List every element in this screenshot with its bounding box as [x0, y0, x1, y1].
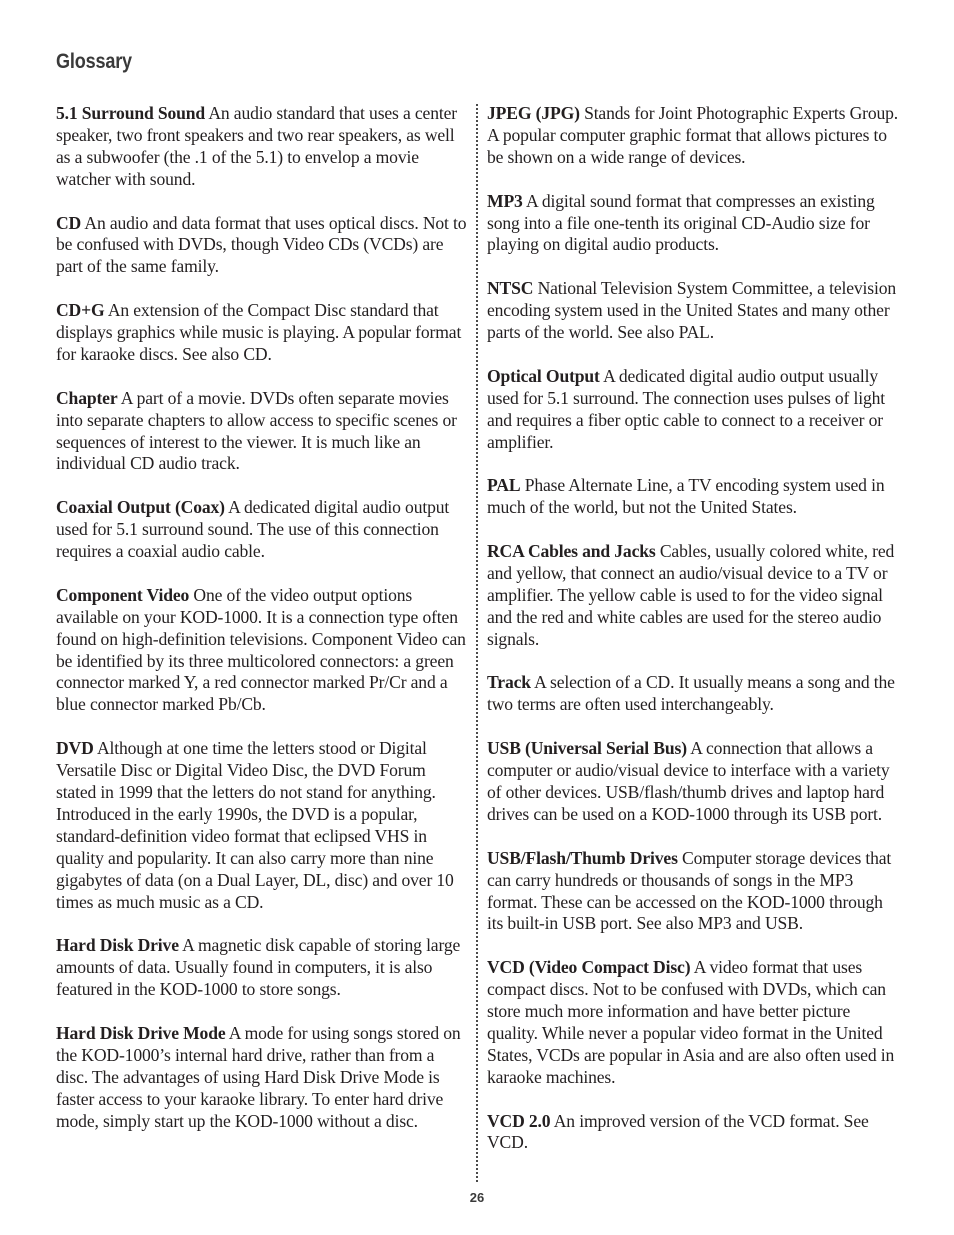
glossary-entry	[487, 541, 901, 651]
glossary-definition: Although at one time the letters stood or Digital Versatile Disc or Digital Video Disc, the DVD Forum stated in 1999 that the letters do not stand for anything. Introduced in the early 1990s, the DVD is a popular, standard-definition video format that eclipsed VHS in quality and popularity. It can also carry more than nine gigabytes of data (on a Dual Layer, DL, disc) and over 10 times as much music as a CD.	[56, 738, 454, 912]
glossary-term: MP3	[487, 190, 523, 211]
glossary-entry	[56, 1023, 468, 1133]
glossary-term: Component Video	[56, 584, 190, 605]
glossary-entry	[487, 475, 901, 519]
glossary-entry	[56, 935, 468, 1001]
glossary-definition: Phase Alternate Line, a TV encoding system used in much of the world, but not the United States.	[487, 475, 885, 518]
glossary-definition: A video format that uses compact discs. Not to be confused with DVDs, which can store much more information and have better picture quality. While never a popular video format in the United States, VCDs are popular in Asia and are also often used in karaoke machines.	[487, 957, 895, 1087]
glossary-term: Track	[487, 672, 531, 693]
glossary-definition: A digital sound format that compresses an existing song into a file one-tenth its original CD-Audio size for playing on digital audio products.	[487, 190, 875, 255]
glossary-definition: Cables, usually colored white, red and yellow, that connect an audio/visual device to a TV or amplifier. The yellow cable is used to for the video signal and the red and white cables are used for the stereo audio signals.	[487, 541, 895, 649]
page-title: Glossary	[56, 50, 132, 73]
glossary-definition: A dedicated digital audio output usually used for 5.1 surround. The connection uses pulses of light and requires a fiber optic cable to connect to a receiver or amplifier.	[487, 365, 886, 452]
glossary-definition: Computer storage devices that can carry hundreds or thousands of songs in the MP3 format. These can be accessed on the KOD-1000 through its built-in USB port. See also MP3 and USB.	[487, 847, 892, 934]
glossary-term: CD+G	[56, 300, 105, 321]
glossary-definition: A dedicated digital audio output used for 5.1 surround sound. The use of this connection requires a coaxial audio cable.	[56, 497, 450, 562]
glossary-term: Hard Disk Drive	[56, 935, 179, 956]
glossary-term: VCD 2.0	[487, 1110, 551, 1131]
glossary-entry	[56, 213, 468, 279]
glossary-right-column	[487, 103, 901, 1176]
glossary-term: NTSC	[487, 278, 534, 299]
glossary-definition: An improved version of the VCD format. See VCD.	[487, 1110, 869, 1153]
glossary-definition: One of the video output options available on your KOD-1000. It is a connection type often found on high-definition televisions. Component Video can be identified by its three multicolored connectors: a green connector marked Y, a red connector marked Pr/Cr and a blue connector marked Pb/Cb.	[56, 584, 466, 715]
glossary-entry	[56, 103, 468, 191]
glossary-term: DVD	[56, 738, 94, 759]
page-number: 26	[469, 1190, 485, 1205]
glossary-definition: A connection that allows a computer or audio/visual device to interface with a variety of other devices. USB/flash/thumb drives and laptop hard drives can be used on a KOD-1000 through its USB port.	[487, 738, 890, 824]
glossary-entry	[487, 738, 901, 826]
glossary-entry	[487, 366, 901, 454]
glossary-entry	[56, 300, 468, 366]
glossary-entry	[487, 278, 901, 344]
glossary-definition: National Television System Committee, a television encoding system used in the United States and many other parts of the world. See also PAL.	[487, 278, 896, 343]
glossary-definition: A part of a movie. DVDs often separate movies into separate chapters to allow access to specific scenes or sequences of interest to the viewer. It is much like an individual CD audio track.	[56, 387, 457, 474]
glossary-term: CD	[56, 212, 82, 233]
glossary-term: VCD (Video Compact Disc)	[487, 957, 691, 978]
column-divider	[476, 104, 478, 1182]
glossary-entry	[487, 957, 901, 1088]
glossary-term: USB (Universal Serial Bus)	[487, 738, 687, 759]
glossary-entry	[56, 585, 468, 716]
glossary-term: USB/Flash/Thumb Drives	[487, 847, 678, 868]
glossary-term: Coaxial Output (Coax)	[56, 497, 225, 518]
glossary-definition: An audio and data format that uses optical discs. Not to be confused with DVDs, though Video CDs (VCDs) are part of the same family.	[56, 212, 467, 277]
glossary-definition: An audio standard that uses a center speaker, two front speakers and two rear speakers, as well as a subwoofer (the .1 of the 5.1) to envelop a movie watcher with sound.	[56, 103, 457, 189]
glossary-definition: An extension of the Compact Disc standard that displays graphics while music is playing. A popular format for karaoke discs. See also CD.	[56, 300, 462, 364]
glossary-term: Chapter	[56, 387, 118, 408]
glossary-entry	[487, 848, 901, 936]
glossary-definition: A selection of a CD. It usually means a song and the two terms are often used interchangeably.	[487, 672, 895, 715]
glossary-left-column	[56, 103, 468, 1154]
glossary-term: JPEG (JPG)	[487, 103, 580, 123]
glossary-entry	[56, 388, 468, 476]
glossary-definition: A magnetic disk capable of storing large amounts of data. Usually found in computers, it is also featured in the KOD-1000 to store songs.	[56, 935, 461, 1000]
glossary-definition: Stands for Joint Photographic Experts Group. A popular computer graphic format that allows pictures to be shown on a wide range of devices.	[487, 103, 899, 167]
glossary-entry	[487, 191, 901, 257]
glossary-term: RCA Cables and Jacks	[487, 541, 656, 562]
glossary-entry	[487, 103, 901, 169]
glossary-term: Hard Disk Drive Mode	[56, 1022, 226, 1043]
glossary-term: 5.1 Surround Sound	[56, 103, 206, 123]
glossary-entry	[56, 738, 468, 913]
glossary-entry	[487, 1111, 901, 1155]
glossary-entry	[487, 672, 901, 716]
glossary-term: PAL	[487, 475, 521, 496]
glossary-term: Optical Output	[487, 365, 600, 386]
glossary-definition: A mode for using songs stored on the KOD-1000’s internal hard drive, rather than from a disc. The advantages of using Hard Disk Drive Mode is faster access to your karaoke library. To enter hard drive mode, simply start up the KOD-1000 without a disc.	[56, 1022, 461, 1131]
glossary-entry	[56, 497, 468, 563]
